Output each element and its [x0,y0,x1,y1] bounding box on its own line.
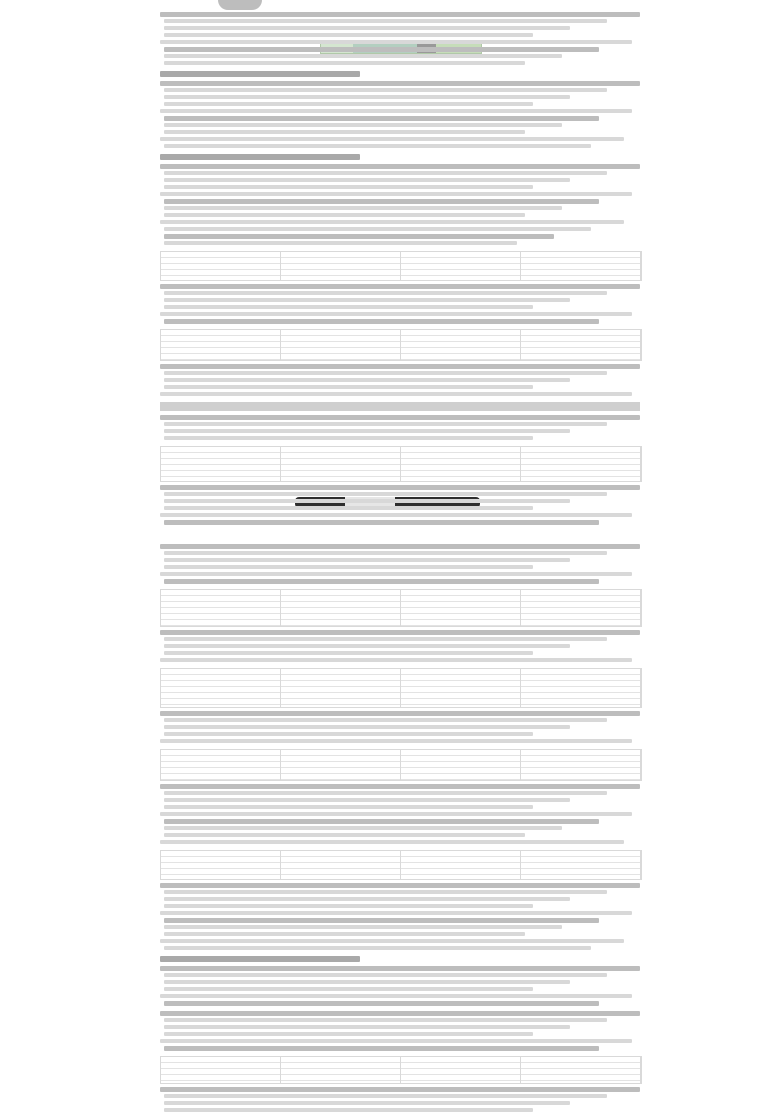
text-line [164,637,607,641]
text-line [164,651,533,655]
text-line [164,826,562,830]
text-line [164,130,525,134]
text-line [164,918,599,923]
text-line [160,415,640,420]
text-line [160,956,360,962]
text-line [160,994,632,998]
schedule-table [160,446,642,482]
schedule-table [160,749,642,781]
text-line [160,392,632,396]
text-line [164,54,562,58]
section-banner [160,402,640,411]
text-line [160,572,632,576]
text-line [164,227,591,231]
text-line [160,164,640,169]
text-line [164,144,591,148]
text-line [164,234,554,239]
text-line [164,499,570,503]
text-line [160,966,640,971]
schedule-table [160,329,642,361]
schedule-table [160,251,642,281]
text-line [160,513,632,517]
text-line [160,1011,640,1016]
text-line [160,939,624,943]
text-line [164,1032,533,1036]
text-line [164,925,562,929]
text-line [160,911,632,915]
text-line [164,1101,570,1105]
text-line [164,171,607,175]
text-line [160,220,624,224]
text-line [164,185,533,189]
text-line [164,298,570,302]
text-line [164,1025,570,1029]
text-line [164,791,607,795]
text-line [164,241,517,245]
text-line [164,61,525,65]
text-line [164,819,599,824]
text-line [160,312,632,316]
text-line [164,932,525,936]
text-line [160,40,632,44]
text-line [164,1108,533,1112]
text-line [164,95,570,99]
text-line [164,385,533,389]
text-line [164,565,533,569]
text-line [164,305,533,309]
text-line [164,422,607,426]
text-line [160,109,632,113]
text-line [164,987,533,991]
text-line [164,980,570,984]
text-line [164,904,533,908]
text-line [164,206,562,210]
text-line [164,1001,599,1006]
text-line [164,116,599,121]
text-line [160,812,632,816]
schedule-table [160,1056,642,1084]
text-line [164,213,525,217]
text-line [164,558,570,562]
text-line [164,644,570,648]
text-line [160,154,360,160]
text-line [160,711,640,716]
text-line [164,19,607,23]
text-line [160,1039,632,1043]
text-line [160,544,640,549]
schedule-table [160,668,642,708]
schedule-table [160,589,642,627]
text-line [164,178,570,182]
text-line [160,192,632,196]
text-line [164,102,533,106]
text-line [160,137,624,141]
text-line [164,1094,607,1098]
text-line [164,88,607,92]
text-line [160,739,632,743]
text-line [164,378,570,382]
text-line [164,1018,607,1022]
text-line [164,492,607,496]
text-line [164,1046,599,1051]
text-line [164,199,599,204]
text-line [164,805,533,809]
text-line [160,840,624,844]
text-line [160,364,640,369]
text-line [164,371,607,375]
text-line [164,973,607,977]
text-line [164,506,533,510]
text-line [164,123,562,127]
text-line [160,81,640,86]
text-line [160,485,640,490]
text-line [164,732,533,736]
text-line [164,946,591,950]
text-line [164,718,607,722]
text-line [164,551,607,555]
text-line [164,319,599,324]
text-line [160,784,640,789]
text-line [160,658,632,662]
text-line [164,47,599,52]
text-line [164,436,533,440]
text-line [160,71,360,77]
text-line [164,579,599,584]
text-line [160,883,640,888]
text-line [164,833,525,837]
text-line [164,429,570,433]
text-line [164,520,599,525]
text-line [164,725,570,729]
text-line [160,284,640,289]
schedule-table [160,850,642,880]
text-line [164,897,570,901]
text-line [164,890,607,894]
text-line [160,630,640,635]
text-line [164,26,570,30]
text-line [160,1087,640,1092]
text-line [164,291,607,295]
text-line [160,12,640,17]
text-line [164,798,570,802]
text-line [164,33,533,37]
